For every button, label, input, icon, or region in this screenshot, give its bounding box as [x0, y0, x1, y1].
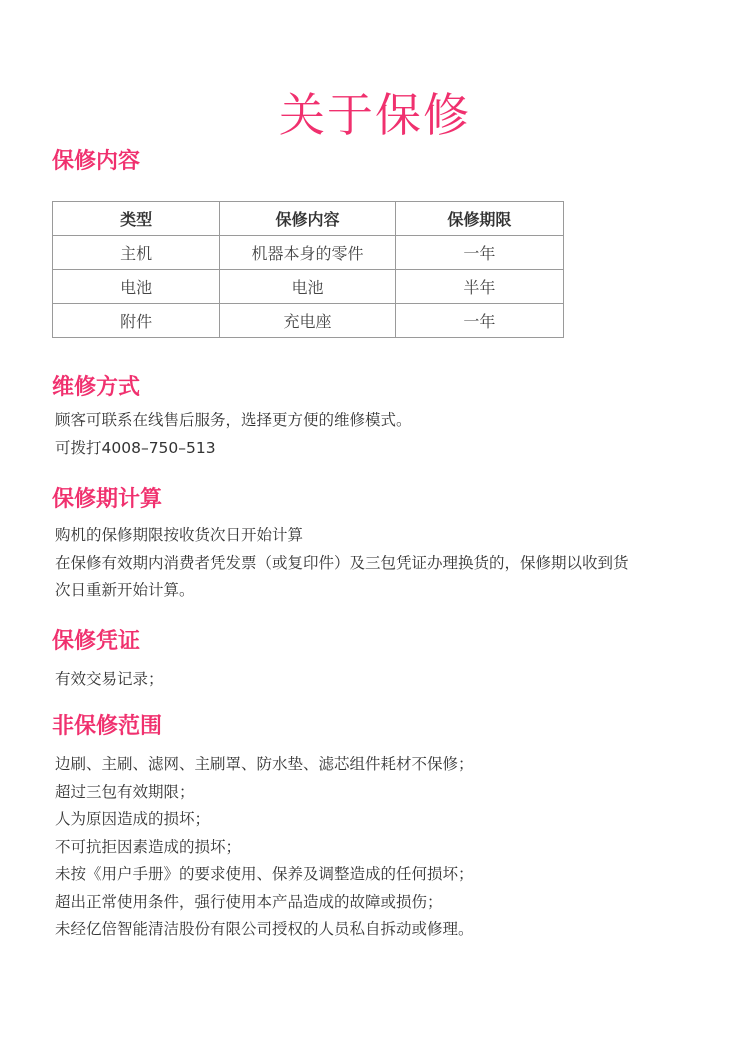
table-header-row	[53, 202, 564, 236]
table-row	[53, 270, 564, 304]
table-cell-type: 主机	[53, 236, 220, 270]
warranty-period-line: 在保修有效期内消费者凭发票（或复印件）及三包凭证办理换货的，保修期以收到货	[55, 553, 629, 572]
table-cell-type: 附件	[53, 304, 220, 338]
non-warranty-item: 未经亿倍智能清洁股份有限公司授权的人员私自拆动或修理。	[55, 920, 474, 938]
repair-method-heading: 维修方式	[52, 375, 141, 400]
page-title: 关于保修	[279, 87, 471, 142]
table-cell-type: 电池	[53, 270, 220, 304]
warranty-proof-heading: 保修凭证	[52, 629, 141, 654]
non-warranty-list	[55, 751, 715, 944]
non-warranty-item: 超过三包有效期限；	[55, 782, 195, 801]
non-warranty-item: 不可抗拒因素造成的损坏；	[55, 837, 242, 856]
table-cell-content: 电池	[220, 270, 395, 304]
table-header-type: 类型	[53, 202, 220, 236]
warranty-period-line: 次日重新开始计算。	[55, 581, 195, 599]
warranty-table	[52, 201, 564, 338]
non-warranty-item: 边刷、主刷、滤网、主刷罩、防水垫、滤芯组件耗材不保修；	[55, 755, 474, 773]
table-cell-period: 一年	[395, 236, 563, 270]
table-cell-content: 充电座	[220, 304, 395, 338]
repair-method-line: 顾客可联系在线售后服务，选择更方便的维修模式。	[55, 411, 412, 429]
table-cell-content: 机器本身的零件	[220, 236, 395, 270]
table-row	[53, 236, 564, 270]
warranty-period-heading: 保修期计算	[52, 487, 163, 512]
warranty-period-text	[55, 522, 715, 605]
table-row	[53, 304, 564, 338]
warranty-proof-text	[55, 666, 715, 694]
table-header-period: 保修期限	[395, 202, 563, 236]
non-warranty-item: 超出正常使用条件，强行使用本产品造成的故障或损伤；	[55, 892, 443, 911]
table-header-content: 保修内容	[220, 202, 395, 236]
warranty-proof-line: 有效交易记录；	[55, 670, 164, 688]
hotline-line: 可拨打4008–750–513	[55, 438, 216, 457]
non-warranty-heading: 非保修范围	[52, 714, 163, 739]
table-cell-period: 半年	[395, 270, 563, 304]
non-warranty-item: 未按《用户手册》的要求使用、保养及调整造成的任何损坏；	[55, 865, 474, 883]
warranty-content-heading: 保修内容	[52, 149, 141, 174]
repair-method-text	[55, 407, 715, 462]
warranty-period-line: 购机的保修期限按收货次日开始计算	[55, 526, 304, 544]
non-warranty-item: 人为原因造成的损坏；	[55, 810, 211, 828]
table-cell-period: 一年	[395, 304, 563, 338]
